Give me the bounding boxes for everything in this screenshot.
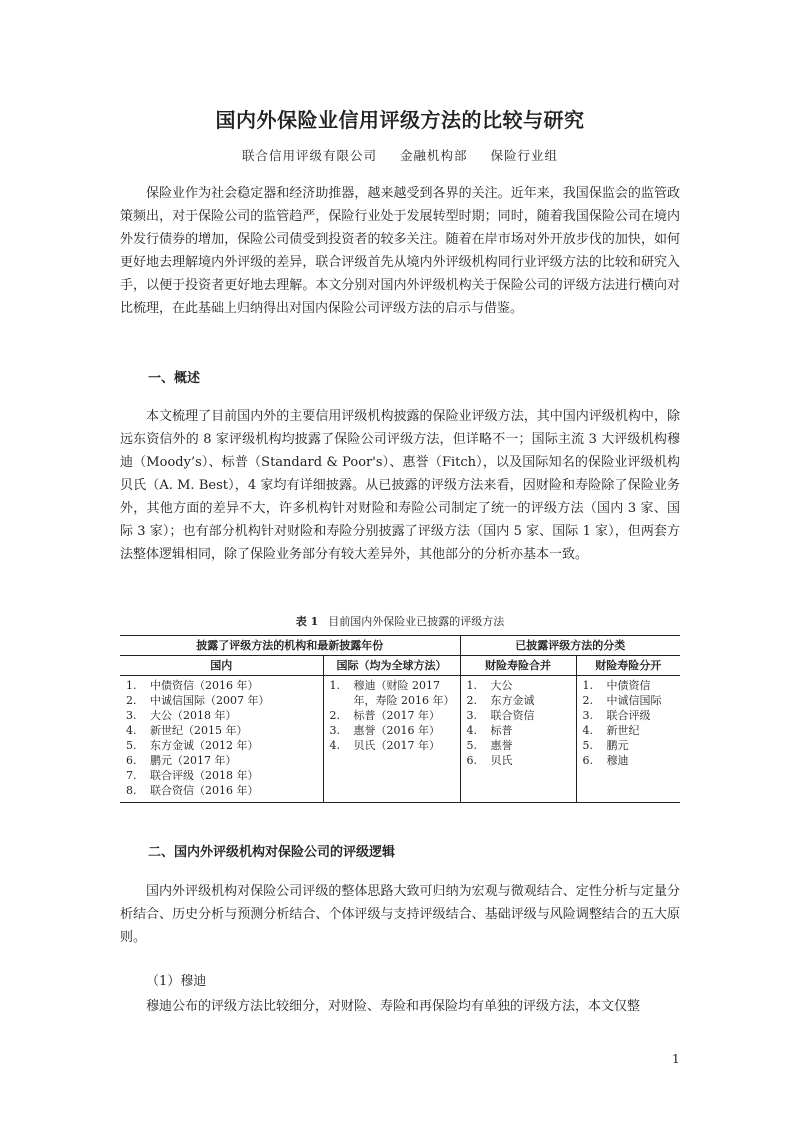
international-cell — [323, 676, 460, 803]
list-item: 2. 标普（2017 年） — [329, 709, 440, 722]
list-item: 3. 惠誉（2016 年） — [329, 724, 440, 737]
list-item: 3. 联合资信 — [466, 709, 535, 722]
list-item: 2. 中诚信国际（2007 年） — [126, 694, 270, 707]
methods-table — [120, 635, 680, 803]
list-item: 2. 东方金诚 — [466, 694, 535, 707]
author-org: 联合信用评级有限公司 — [241, 148, 377, 163]
list-item: 4. 贝氏（2017 年） — [329, 739, 440, 752]
list-item: 5. 鹏元 — [582, 739, 629, 752]
author-group: 保险行业组 — [490, 148, 558, 163]
table-header-institutions: 披露了评级方法的机构和最新披露年份 — [120, 636, 460, 656]
intro-paragraph: 保险业作为社会稳定器和经济助推器，越来越受到各界的关注。近年来，我国保监会的监管政策频出，对于保险公司的监管趋严，保险行业处于发展转型时期；同时，随着我国保险公司在境内外发行债券的增加，保险公司债受到投资者的较多关注。随着在岸市场对外开放步伐的加快，如何更好地去理解境内外评级的差异，联合评级首先从境内外评级机构同行业评级方法的比较和研究入手，以便于投资者更好地去理解。本文分别对国内外评级机构关于保险公司的评级方法进行横向对比梳理，在此基础上归纳得出对国内保险公司评级方法的启示与借鉴。 — [120, 186, 680, 316]
international-list — [324, 678, 460, 753]
list-item: 3. 联合评级 — [582, 709, 651, 722]
separate-cell — [576, 676, 680, 803]
author-line — [0, 146, 800, 164]
section-1-heading: 一、概述 — [148, 371, 201, 386]
list-item: 6. 贝氏 — [466, 754, 513, 767]
document-title: 国内外保险业信用评级方法的比较与研究 — [215, 108, 585, 132]
section-2-heading: 二、国内外评级机构对保险公司的评级逻辑 — [148, 845, 396, 860]
subsection-moodys-paragraph: 穆迪公布的评级方法比较细分，对财险、寿险和再保险均有单独的评级方法，本文仅整 — [146, 999, 641, 1014]
list-item: 4. 新世纪 — [582, 724, 640, 737]
table-header-classification: 已披露评级方法的分类 — [460, 636, 680, 656]
list-item: 8. 联合资信（2016 年） — [126, 784, 259, 797]
list-item: 2. 中诚信国际 — [582, 694, 662, 707]
page-number: 1 — [672, 1052, 680, 1066]
list-item: 7. 联合评级（2018 年） — [126, 769, 259, 782]
author-dept: 金融机构部 — [399, 148, 468, 163]
combined-cell — [460, 676, 576, 803]
list-item: 4. 新世纪（2015 年） — [126, 724, 248, 737]
list-item: 1. 中债资信 — [582, 679, 651, 692]
list-item: 6. 鹏元（2017 年） — [126, 754, 237, 767]
list-item: 6. 穆迪 — [582, 754, 629, 767]
section-2-paragraph: 国内外评级机构对保险公司评级的整体思路大致可归纳为宏观与微观结合、定性分析与定量分析结合、历史分析与预测分析结合、个体评级与支持评级结合、基础评级与风险调整结合的五大原则。 — [120, 884, 680, 945]
table-caption-text: 目前国内外保险业已披露的评级方法 — [328, 615, 505, 628]
list-item: 5. 东方金诚（2012 年） — [126, 739, 259, 752]
table-subheader-separate: 财险寿险分开 — [576, 656, 680, 676]
table-subheader-domestic: 国内 — [120, 656, 323, 676]
combined-list — [461, 678, 576, 768]
list-item: 4. 标普 — [466, 724, 513, 737]
table-subheader-international: 国际（均为全球方法） — [323, 656, 460, 676]
separate-list — [577, 678, 681, 768]
table-subheader-combined: 财险寿险合并 — [460, 656, 576, 676]
list-item: 1. 大公 — [466, 679, 513, 692]
list-item: 1. 中债资信（2016 年） — [126, 679, 259, 692]
table-caption — [0, 613, 800, 629]
list-item: 5. 惠誉 — [466, 739, 513, 752]
table-label: 表 1 — [295, 615, 319, 628]
section-1-paragraph: 本文梳理了目前国内外的主要信用评级机构披露的保险业评级方法，其中国内评级机构中，除远东资信外的 8 家评级机构均披露了保险公司评级方法，但详略不一；国际主流 3 大评级机构穆迪（Moody’s）、标普（Standard & Poor's）、惠誉（Fitch），以及国际知名的保险业评级机构贝氏（A. M. Best），4 家均有详细披露。从已披露的评级方法来看，因财险和寿险除了保险业务外，其他方面的差异不大，许多机构针对财险和寿险公司制定了统一的评级方法（国内 3 家、国际 3 家）；也有部分机构针对财险和寿险分别披露了评级方法（国内 5 家、国际 1 家），但两套方法整体逻辑相同，除了保险业务部分有较大差异外，其他部分的分析亦基本一致。 — [120, 409, 680, 562]
list-item: 1. 穆迪（财险 2017 年，寿险 2016 年） — [329, 679, 455, 707]
domestic-list — [120, 678, 323, 798]
subsection-moodys-heading: （1）穆迪 — [146, 974, 207, 989]
domestic-cell — [120, 676, 323, 803]
list-item: 3. 大公（2018 年） — [126, 709, 237, 722]
